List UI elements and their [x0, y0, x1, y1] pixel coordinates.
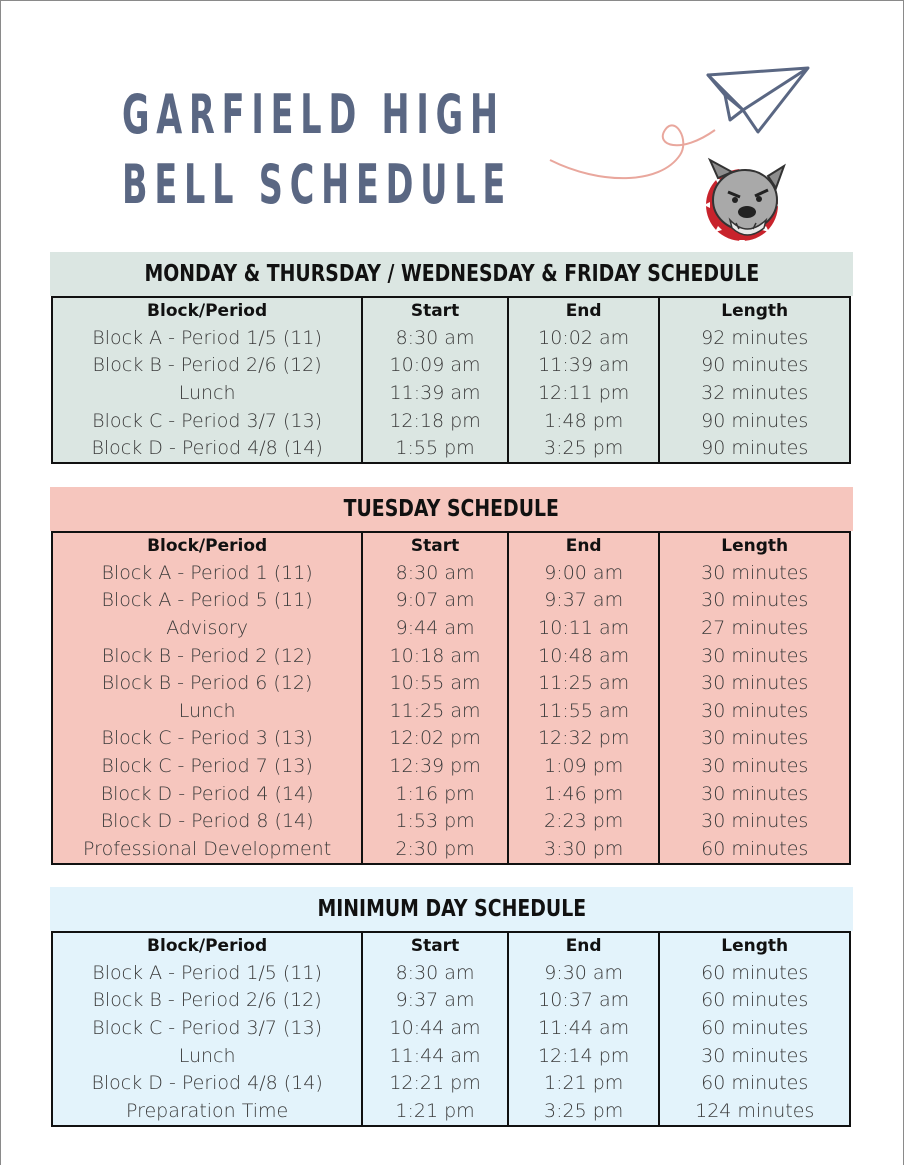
table-row [52, 1042, 850, 1070]
start-time-cell: 1:55 pm [362, 434, 508, 463]
length-cell: 30 minutes [659, 669, 850, 697]
column-header-length: Length [659, 532, 850, 559]
length-cell: 124 minutes [659, 1097, 850, 1126]
start-time-cell: 12:39 pm [362, 752, 508, 780]
block-period-cell: Block B - Period 2/6 (12) [92, 354, 322, 377]
block-period-cell: Block D - Period 4/8 (14) [91, 437, 323, 460]
block-period-cell: Block B - Period 2/6 (12) [92, 989, 322, 1012]
block-period-cell: Block A - Period 1/5 (11) [92, 326, 322, 349]
length-cell: 30 minutes [659, 780, 850, 808]
start-time-cell: 8:30 am [362, 559, 508, 587]
schedule-section-tuesday [50, 487, 853, 865]
end-time-cell: 12:14 pm [508, 1042, 660, 1070]
block-period-cell: Block D - Period 4/8 (14) [91, 1072, 323, 1095]
length-cell: 92 minutes [659, 324, 850, 352]
start-time-cell: 1:21 pm [362, 1097, 508, 1126]
table-row [52, 987, 850, 1015]
schedule-heading: MINIMUM DAY SCHEDULE [50, 887, 853, 931]
column-header-block-period: Block/Period [147, 536, 268, 556]
end-time-cell: 1:46 pm [508, 780, 660, 808]
table-header-row [52, 297, 850, 324]
end-time-cell: 10:48 am [508, 642, 660, 670]
start-time-cell: 12:21 pm [362, 1069, 508, 1097]
start-time-cell: 2:30 pm [362, 835, 508, 864]
end-time-cell: 2:23 pm [508, 807, 660, 835]
header-decoration [540, 60, 840, 250]
table-header-row [52, 532, 850, 559]
table-row [52, 324, 850, 352]
table-row [52, 352, 850, 380]
table-row [52, 587, 850, 615]
column-header-start: Start [362, 532, 508, 559]
start-time-cell: 10:09 am [362, 352, 508, 380]
length-cell: 90 minutes [659, 434, 850, 463]
length-cell: 30 minutes [659, 697, 850, 725]
end-time-cell: 3:25 pm [508, 1097, 660, 1126]
column-header-end: End [508, 297, 660, 324]
block-period-cell: Block A - Period 5 (11) [101, 589, 313, 612]
paper-plane-trail-icon [550, 125, 715, 178]
block-period-cell: Lunch [178, 699, 236, 722]
length-cell: 30 minutes [659, 559, 850, 587]
block-period-cell: Lunch [178, 1044, 236, 1067]
length-cell: 60 minutes [659, 835, 850, 864]
end-time-cell: 11:25 am [508, 669, 660, 697]
length-cell: 90 minutes [659, 407, 850, 435]
length-cell: 60 minutes [659, 959, 850, 987]
block-period-cell: Block C - Period 3 (13) [101, 727, 313, 750]
start-time-cell: 10:44 am [362, 1014, 508, 1042]
table-row [52, 1097, 850, 1126]
column-header-length: Length [659, 297, 850, 324]
length-cell: 27 minutes [659, 614, 850, 642]
table-row [52, 807, 850, 835]
length-cell: 30 minutes [659, 1042, 850, 1070]
column-header-block-period: Block/Period [147, 301, 268, 321]
block-period-cell: Professional Development [83, 837, 332, 860]
block-period-cell: Block C - Period 7 (13) [101, 754, 313, 777]
block-period-cell: Block B - Period 2 (12) [101, 644, 313, 667]
length-cell: 60 minutes [659, 1069, 850, 1097]
column-header-block-period: Block/Period [147, 936, 268, 956]
table-row [52, 379, 850, 407]
end-time-cell: 9:37 am [508, 587, 660, 615]
end-time-cell: 9:30 am [508, 959, 660, 987]
length-cell: 60 minutes [659, 987, 850, 1015]
length-cell: 32 minutes [659, 379, 850, 407]
start-time-cell: 12:18 pm [362, 407, 508, 435]
schedule-table [51, 531, 851, 865]
schedule-heading: TUESDAY SCHEDULE [50, 487, 853, 531]
block-period-cell: Block B - Period 6 (12) [101, 672, 313, 695]
table-row [52, 642, 850, 670]
block-period-cell: Block A - Period 1 (11) [101, 561, 313, 584]
column-header-end: End [508, 532, 660, 559]
start-time-cell: 11:44 am [362, 1042, 508, 1070]
block-period-cell: Block D - Period 4 (14) [100, 782, 314, 805]
end-time-cell: 10:11 am [508, 614, 660, 642]
column-header-start: Start [362, 932, 508, 959]
table-row [52, 959, 850, 987]
start-time-cell: 1:16 pm [362, 780, 508, 808]
table-row [52, 1069, 850, 1097]
block-period-cell: Block C - Period 3/7 (13) [92, 1016, 323, 1039]
schedule-table [51, 296, 851, 464]
end-time-cell: 12:11 pm [508, 379, 660, 407]
end-time-cell: 1:48 pm [508, 407, 660, 435]
table-row [52, 559, 850, 587]
start-time-cell: 10:18 am [362, 642, 508, 670]
start-time-cell: 9:07 am [362, 587, 508, 615]
end-time-cell: 11:39 am [508, 352, 660, 380]
page-title-line-1: GARFIELD HIGH [122, 83, 505, 146]
table-row [52, 614, 850, 642]
paper-plane-icon [708, 68, 808, 132]
column-header-end: End [508, 932, 660, 959]
schedule-table [51, 931, 851, 1127]
end-time-cell: 12:32 pm [508, 725, 660, 753]
column-header-start: Start [362, 297, 508, 324]
block-period-cell: Block A - Period 1/5 (11) [92, 961, 322, 984]
block-period-cell: Block C - Period 3/7 (13) [92, 409, 323, 432]
end-time-cell: 3:30 pm [508, 835, 660, 864]
end-time-cell: 11:44 am [508, 1014, 660, 1042]
end-time-cell: 10:02 am [508, 324, 660, 352]
table-row [52, 752, 850, 780]
block-period-cell: Advisory [166, 616, 249, 639]
table-row [52, 725, 850, 753]
end-time-cell: 10:37 am [508, 987, 660, 1015]
start-time-cell: 10:55 am [362, 669, 508, 697]
length-cell: 60 minutes [659, 1014, 850, 1042]
block-period-cell: Block D - Period 8 (14) [100, 810, 314, 833]
bulldog-mascot-logo [704, 160, 784, 246]
start-time-cell: 9:44 am [362, 614, 508, 642]
length-cell: 30 minutes [659, 752, 850, 780]
table-row [52, 407, 850, 435]
schedule-section-regular [50, 252, 853, 464]
table-row [52, 434, 850, 463]
start-time-cell: 12:02 pm [362, 725, 508, 753]
column-header-length: Length [659, 932, 850, 959]
end-time-cell: 1:21 pm [508, 1069, 660, 1097]
page-title-line-2: BELL SCHEDULE [122, 153, 513, 216]
start-time-cell: 11:25 am [362, 697, 508, 725]
length-cell: 90 minutes [659, 352, 850, 380]
length-cell: 30 minutes [659, 642, 850, 670]
start-time-cell: 8:30 am [362, 324, 508, 352]
schedule-section-minimum-day [50, 887, 853, 1127]
schedule-heading: MONDAY & THURSDAY / WEDNESDAY & FRIDAY SCHEDULE [50, 252, 853, 296]
start-time-cell: 9:37 am [362, 987, 508, 1015]
table-row [52, 835, 850, 864]
start-time-cell: 8:30 am [362, 959, 508, 987]
length-cell: 30 minutes [659, 807, 850, 835]
block-period-cell: Preparation Time [125, 1099, 289, 1122]
start-time-cell: 1:53 pm [362, 807, 508, 835]
length-cell: 30 minutes [659, 587, 850, 615]
end-time-cell: 9:00 am [508, 559, 660, 587]
end-time-cell: 1:09 pm [508, 752, 660, 780]
table-header-row [52, 932, 850, 959]
end-time-cell: 3:25 pm [508, 434, 660, 463]
table-row [52, 697, 850, 725]
length-cell: 30 minutes [659, 725, 850, 753]
start-time-cell: 11:39 am [362, 379, 508, 407]
end-time-cell: 11:55 am [508, 697, 660, 725]
table-row [52, 780, 850, 808]
table-row [52, 669, 850, 697]
block-period-cell: Lunch [178, 381, 236, 404]
table-row [52, 1014, 850, 1042]
